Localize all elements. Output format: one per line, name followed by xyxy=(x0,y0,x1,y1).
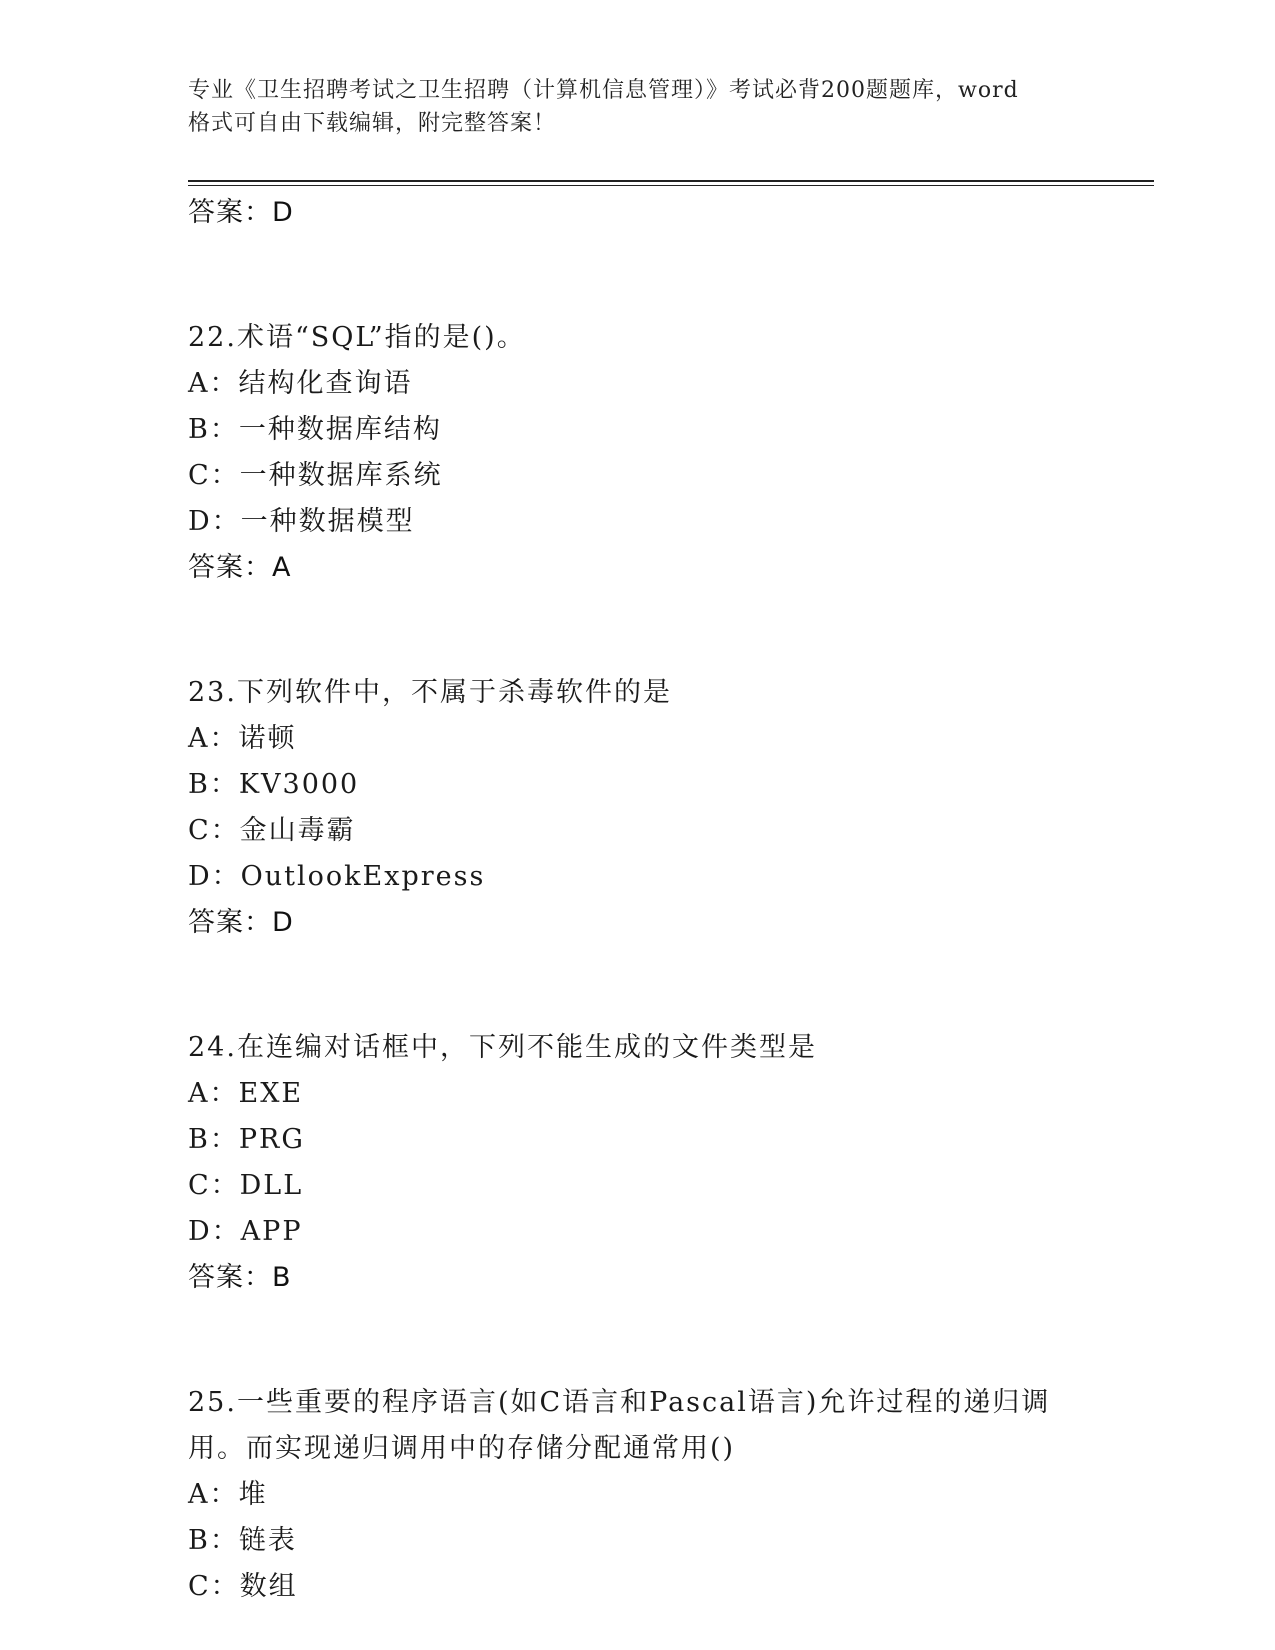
question-25 xyxy=(188,1380,1088,1610)
option-a: A：EXE xyxy=(188,1078,304,1109)
answer-label: 答案：D xyxy=(188,907,294,938)
spacer xyxy=(188,235,1088,315)
answer-label: 答案：B xyxy=(188,1262,292,1293)
question-22 xyxy=(188,315,1088,590)
question-stem: 22.术语“SQL”指的是()。 xyxy=(188,322,526,353)
question-23 xyxy=(188,670,1088,945)
spacer xyxy=(188,1300,1088,1380)
option-c: C：数组 xyxy=(188,1571,298,1602)
question-stem-line-2: 用。而实现递归调用中的存储分配通常用() xyxy=(188,1433,736,1464)
option-a: A：结构化查询语 xyxy=(188,368,413,399)
option-a: A：诺顿 xyxy=(188,723,297,754)
option-c: C：一种数据库系统 xyxy=(188,460,443,491)
option-b: B：PRG xyxy=(188,1124,305,1155)
question-stem-line-1: 25.一些重要的程序语言(如C语言和Pascal语言)允许过程的递归调 xyxy=(188,1387,1051,1418)
header-divider-thick xyxy=(188,180,1154,182)
option-d: D：一种数据模型 xyxy=(188,506,415,537)
option-d: D：OutlookExpress xyxy=(188,861,486,892)
answer-label: 答案：A xyxy=(188,552,292,583)
answer-label: 答案：D xyxy=(188,197,294,228)
document-header xyxy=(188,74,1088,140)
option-b: B：链表 xyxy=(188,1525,297,1556)
question-list xyxy=(188,190,1088,1610)
option-b: B：KV3000 xyxy=(188,769,360,800)
question-stem: 24.在连编对话框中，下列不能生成的文件类型是 xyxy=(188,1032,817,1063)
header-line-2: 格式可自由下载编辑，附完整答案！ xyxy=(188,111,557,136)
option-c: C：DLL xyxy=(188,1170,304,1201)
question-24 xyxy=(188,1025,1088,1300)
option-a: A：堆 xyxy=(188,1479,268,1510)
spacer xyxy=(188,945,1088,1025)
option-c: C：金山毒霸 xyxy=(188,815,356,846)
header-line-1: 专业《卫生招聘考试之卫生招聘（计算机信息管理）》考试必背200题题库，word xyxy=(188,78,1019,103)
option-b: B：一种数据库结构 xyxy=(188,414,442,445)
header-divider-thin xyxy=(188,185,1154,186)
option-d: D：APP xyxy=(188,1216,303,1247)
spacer xyxy=(188,590,1088,670)
question-stem: 23.下列软件中，不属于杀毒软件的是 xyxy=(188,677,672,708)
